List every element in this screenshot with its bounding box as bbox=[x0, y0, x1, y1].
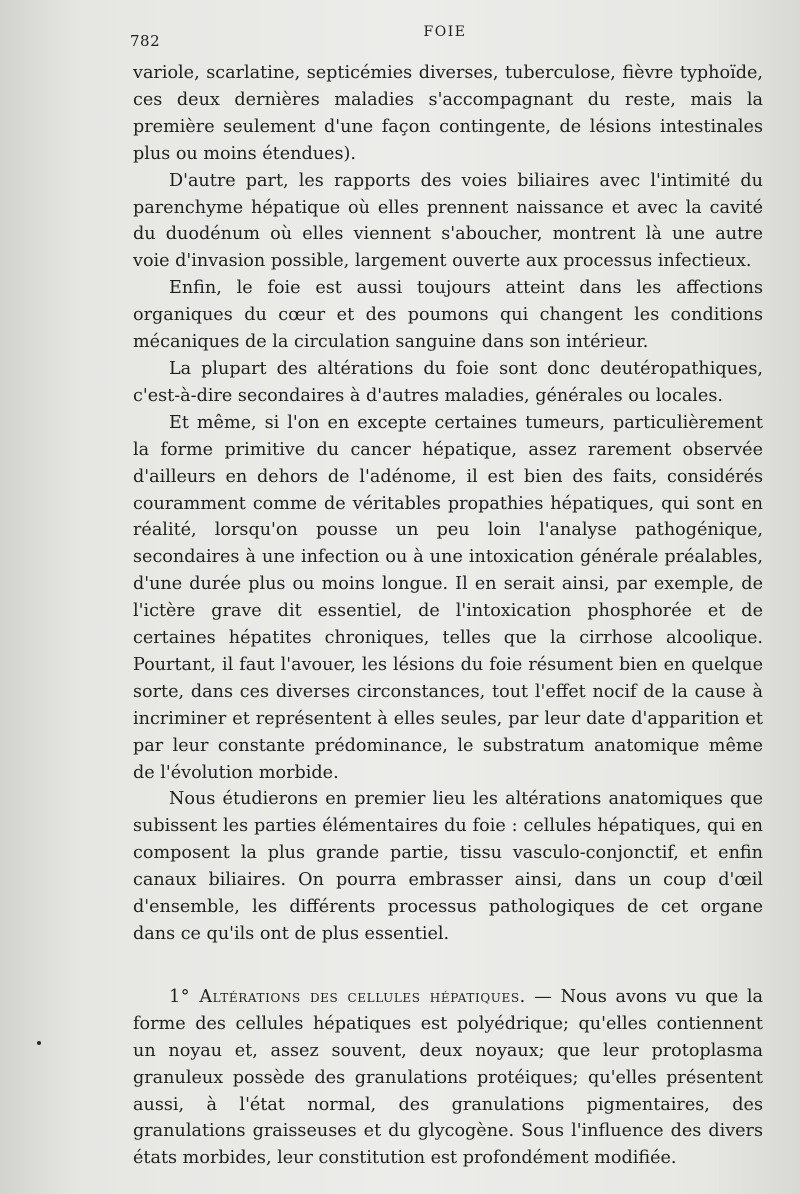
running-title: FOIE bbox=[423, 24, 467, 40]
body-text bbox=[133, 60, 763, 1172]
paragraph-6: Nous étudierons en premier lieu les altérations anatomiques que subissent les parties élémentaires du foie : cellules hépatiques, qui en composent la plus grande partie, tissu vasculo-conjonctif, et enfin canaux biliaires. On pourra embrasser ainsi, dans un coup d'œil d'ensemble, les différents processus pathologiques de cet organe dans ce qu'ils ont de plus essentiel. bbox=[133, 789, 763, 944]
section-heading: 1° Altérations des cellules hépatiques. bbox=[169, 986, 526, 1007]
running-head bbox=[130, 24, 760, 52]
paragraph-5: Et même, si l'on en excepte certaines tumeurs, particulièrement la forme primitive du cancer hépatique, assez rarement observée d'ailleurs en dehors de l'adénome, il est bien des faits, considérés couramment comme de véritables propathies hépatiques, qui sont en réalité, lorsqu'on pousse un peu loin l'analyse pathogénique, secondaires à une infection ou à une intoxication générale préalables, d'une durée plus ou moins longue. Il en serait ainsi, par exemple, de l'ictère grave dit essentiel, de l'intoxication phosphorée et de certaines hépatites chroniques, telles que la cirrhose alcoolique. Pourtant, il faut l'avouer, les lésions du foie résument bien en quelque sorte, dans ces diverses circonstances, tout l'effet nocif de la cause à incriminer et représentent à elles seules, par leur date d'apparition et par leur constante prédominance, le substratum anatomique même de l'évolution morbide. bbox=[133, 412, 763, 783]
page-number: 782 bbox=[130, 32, 161, 50]
paragraph-2: D'autre part, les rapports des voies biliaires avec l'intimité du parenchyme hépatique où elles prennent naissance et avec la cavité du duodénum où elles viennent s'aboucher, montrent là une autre voie d'invasion possible, largement ouverte aux processus infectieux. bbox=[133, 170, 763, 272]
section-cellules-hepatiques bbox=[133, 984, 763, 1172]
paragraph-1: variole, scarlatine, septicémies diverses, tuberculose, fièvre typhoïde, ces deux dernières maladies s'accompagnant du reste, mais la première seulement d'une façon contingente, de lésions intestinales plus ou moins étendues). bbox=[133, 63, 763, 164]
paragraph-3: Enfin, le foie est aussi toujours atteint dans les affections organiques du cœur et des poumons qui changent les conditions mécaniques de la circulation sanguine dans son intérieur. bbox=[133, 278, 763, 353]
ink-dot-mark bbox=[37, 1041, 41, 1045]
paragraph-4: La plupart des altérations du foie sont donc deutéropathiques, c'est-à-dire secondaires à d'autres maladies, générales ou locales. bbox=[133, 358, 763, 406]
section-text: — Nous avons vu que la forme des cellules hépatiques est polyédrique; qu'elles contiennent un noyau et, assez souvent, deux noyaux; que leur protoplasma granuleux possède des granulations protéiques; qu'elles présentent aussi, à l'état normal, des granulations pigmentaires, des granulations graisseuses et du glycogène. Sous l'influence des divers états morbides, leur constitution est profondément modifiée. bbox=[133, 986, 763, 1169]
